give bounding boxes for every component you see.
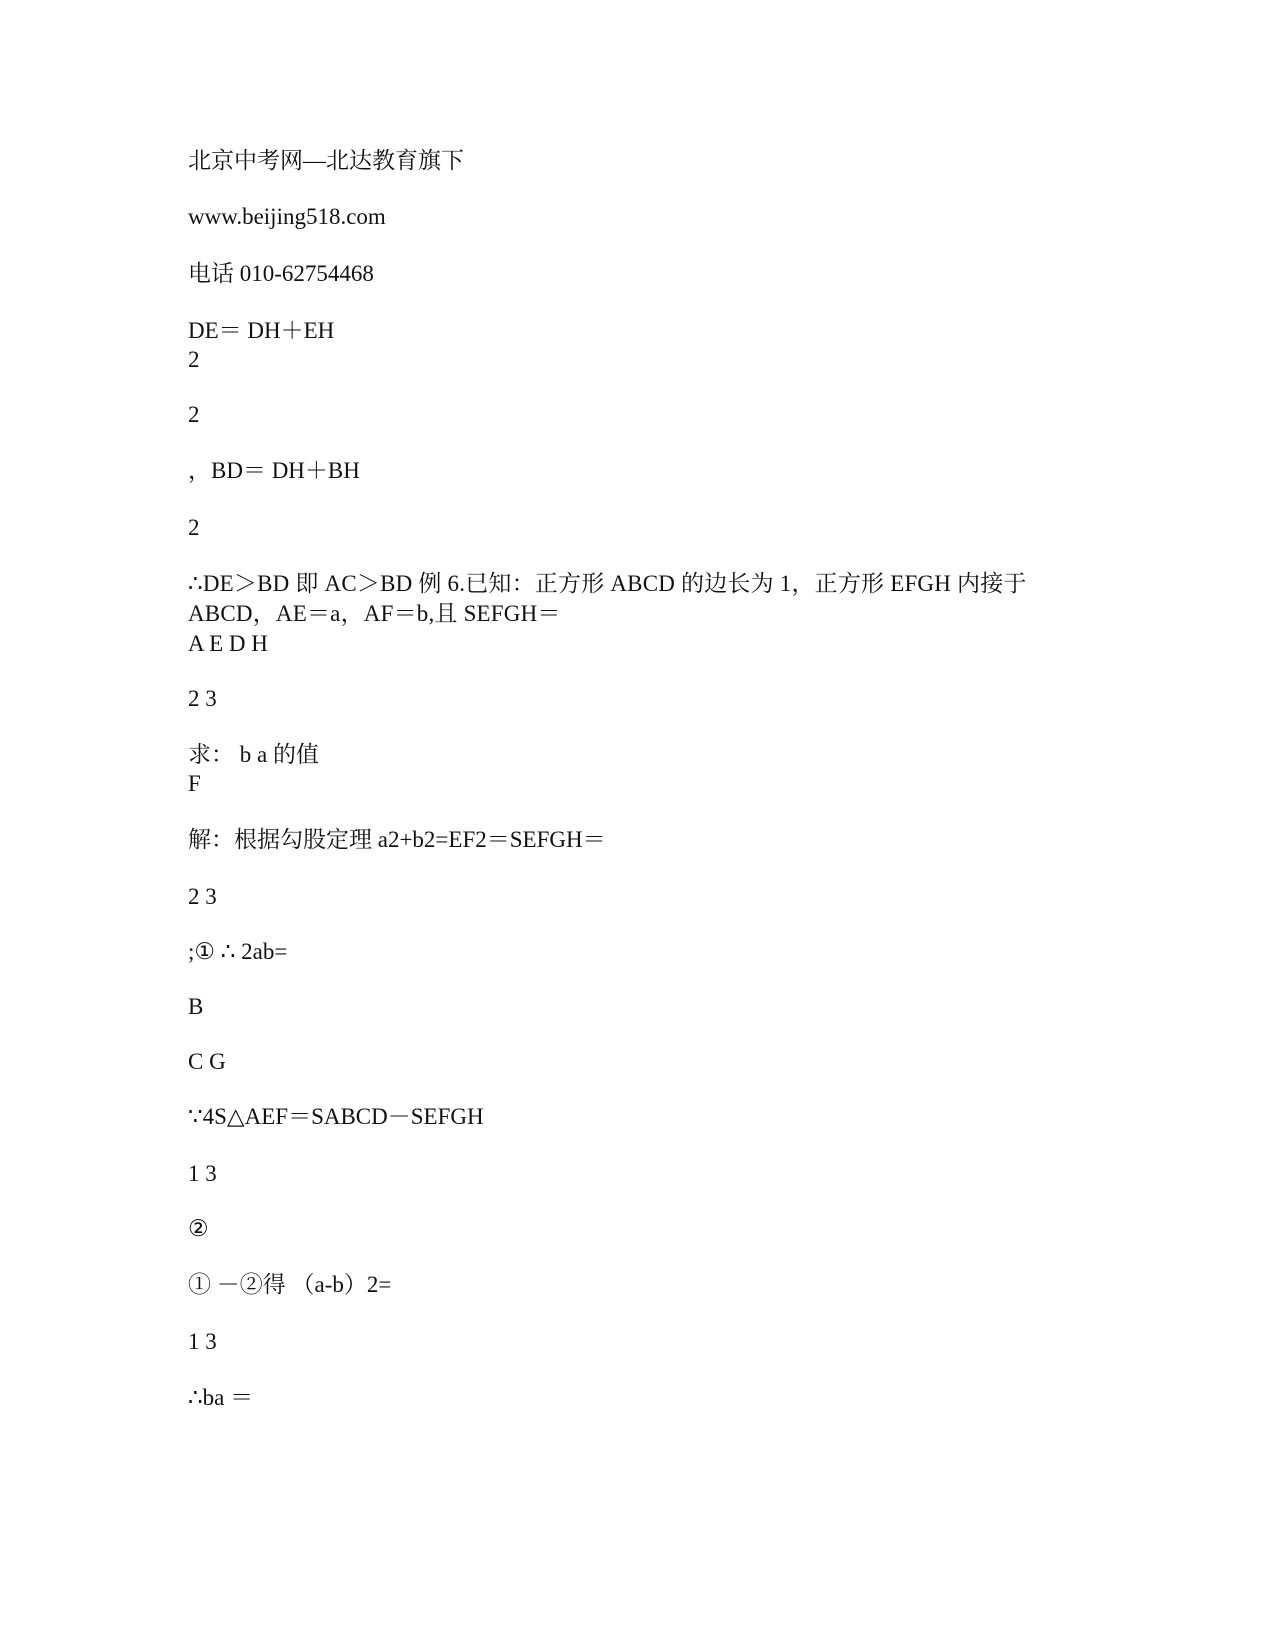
text-line: 求： b a 的值 [188,742,319,767]
text-line: F [188,771,201,796]
text-line: 1 3 [188,1329,217,1354]
text-line: B [188,994,204,1019]
text-line: C G [188,1049,226,1074]
text-line: ∴ba ＝ [188,1385,254,1410]
text-line: A E D H [188,631,268,656]
example-paragraph: ∴DE＞BD 即 AC＞BD 例 6.已知：正方形 ABCD 的边长为 1，正方形 EFGH 内接于 ABCD，AE＝a，AF＝b,且 SEFGH＝ [188,571,1027,626]
header-line: 北京中考网—北达教育旗下 [188,148,464,173]
text-line: ，BD＝ DH＋BH [188,458,360,483]
text-line: 2 [188,515,200,540]
text-line: ② [188,1216,209,1241]
text-line: 2 3 [188,686,217,711]
text-line: ;① ∴ 2ab= [188,939,288,964]
text-line: 2 3 [188,884,217,909]
text-line: 解：根据勾股定理 a2+b2=EF2＝SEFGH＝ [188,827,606,852]
phone-line: 电话 010-62754468 [188,261,374,286]
text-line: ∵4S△AEF＝SABCD－SEFGH [188,1104,484,1129]
text-line: 1 3 [188,1161,217,1186]
text-line: 2 [188,402,200,427]
website-url[interactable]: www.beijing518.com [188,204,386,229]
text-line: 2 [188,347,200,372]
text-line: DE＝ DH＋EH [188,318,335,343]
text-line: ① －②得 （a-b）2= [188,1272,392,1297]
